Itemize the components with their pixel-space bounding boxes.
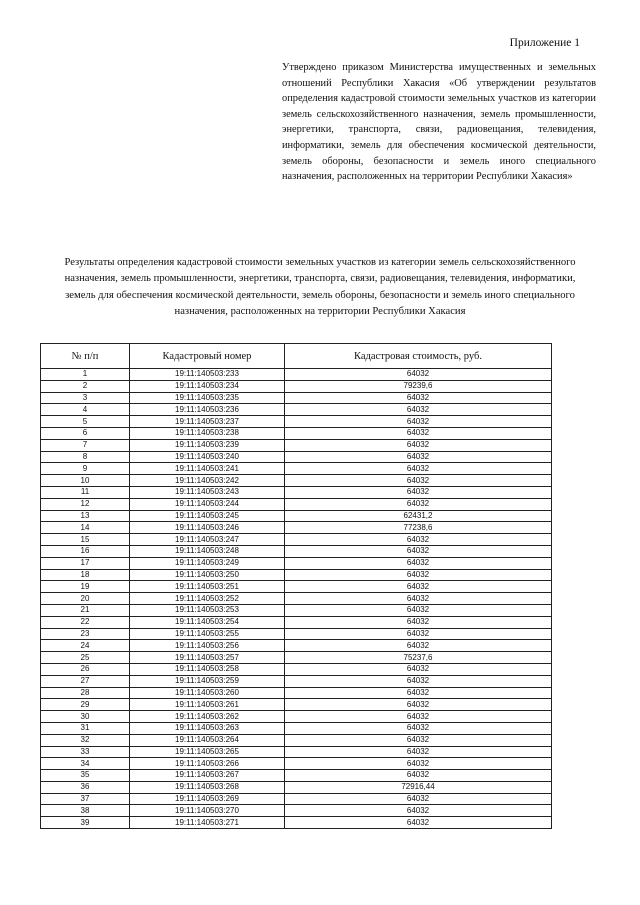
row-number-cell: 21 <box>41 604 130 616</box>
row-number-cell: 16 <box>41 545 130 557</box>
cadastral-number-cell: 19:11:140503:256 <box>130 640 285 652</box>
table-row <box>41 427 552 439</box>
table-body <box>41 369 552 829</box>
table-row <box>41 451 552 463</box>
cadastral-value-cell: 64032 <box>285 758 552 770</box>
row-number-cell: 33 <box>41 746 130 758</box>
table-row <box>41 604 552 616</box>
cadastral-value-cell: 64032 <box>285 805 552 817</box>
cadastral-value-cell: 64032 <box>285 427 552 439</box>
table-row <box>41 616 552 628</box>
cadastral-value-cell: 64032 <box>285 746 552 758</box>
cadastral-number-cell: 19:11:140503:255 <box>130 628 285 640</box>
cadastral-value-cell: 64032 <box>285 734 552 746</box>
table-row <box>41 711 552 723</box>
row-number-cell: 29 <box>41 699 130 711</box>
row-number-cell: 4 <box>41 404 130 416</box>
row-number-cell: 3 <box>41 392 130 404</box>
row-number-cell: 7 <box>41 439 130 451</box>
cadastral-number-cell: 19:11:140503:251 <box>130 581 285 593</box>
cadastral-value-cell: 64032 <box>285 369 552 381</box>
table-row <box>41 628 552 640</box>
cadastral-number-cell: 19:11:140503:239 <box>130 439 285 451</box>
table-row <box>41 758 552 770</box>
row-number-cell: 25 <box>41 652 130 664</box>
row-number-cell: 36 <box>41 781 130 793</box>
cadastral-value-cell: 64032 <box>285 463 552 475</box>
cadastral-value-cell: 64032 <box>285 569 552 581</box>
cadastral-number-cell: 19:11:140503:259 <box>130 675 285 687</box>
cadastral-value-cell: 64032 <box>285 640 552 652</box>
cadastral-value-cell: 64032 <box>285 616 552 628</box>
table-row <box>41 781 552 793</box>
row-number-cell: 11 <box>41 486 130 498</box>
table-row <box>41 569 552 581</box>
row-number-cell: 13 <box>41 510 130 522</box>
cadastral-number-cell: 19:11:140503:245 <box>130 510 285 522</box>
table-row <box>41 392 552 404</box>
row-number-cell: 6 <box>41 427 130 439</box>
cadastral-number-cell: 19:11:140503:248 <box>130 545 285 557</box>
cadastral-value-cell: 64032 <box>285 722 552 734</box>
table-row <box>41 722 552 734</box>
table-row <box>41 817 552 829</box>
cadastral-number-cell: 19:11:140503:254 <box>130 616 285 628</box>
row-number-cell: 31 <box>41 722 130 734</box>
cadastral-number-cell: 19:11:140503:249 <box>130 557 285 569</box>
table-row <box>41 369 552 381</box>
row-number-cell: 39 <box>41 817 130 829</box>
cadastral-number-cell: 19:11:140503:243 <box>130 486 285 498</box>
table-row <box>41 486 552 498</box>
cadastral-number-cell: 19:11:140503:241 <box>130 463 285 475</box>
table-row <box>41 663 552 675</box>
row-number-cell: 1 <box>41 369 130 381</box>
row-number-cell: 38 <box>41 805 130 817</box>
cadastral-value-cell: 72916,44 <box>285 781 552 793</box>
cadastral-number-cell: 19:11:140503:260 <box>130 687 285 699</box>
cadastral-value-cell: 64032 <box>285 628 552 640</box>
row-number-cell: 5 <box>41 416 130 428</box>
cadastral-value-cell: 64032 <box>285 534 552 546</box>
row-number-cell: 14 <box>41 522 130 534</box>
cadastral-value-cell: 77238,6 <box>285 522 552 534</box>
cadastral-number-cell: 19:11:140503:269 <box>130 793 285 805</box>
row-number-cell: 18 <box>41 569 130 581</box>
cadastral-number-cell: 19:11:140503:261 <box>130 699 285 711</box>
cadastral-value-cell: 64032 <box>285 581 552 593</box>
cadastral-number-cell: 19:11:140503:240 <box>130 451 285 463</box>
cadastral-value-cell: 64032 <box>285 770 552 782</box>
row-number-cell: 23 <box>41 628 130 640</box>
cadastral-number-cell: 19:11:140503:264 <box>130 734 285 746</box>
cadastral-number-cell: 19:11:140503:233 <box>130 369 285 381</box>
cadastral-value-cell: 64032 <box>285 557 552 569</box>
row-number-cell: 24 <box>41 640 130 652</box>
cadastral-number-cell: 19:11:140503:270 <box>130 805 285 817</box>
cadastral-value-table <box>40 343 552 829</box>
table-header-row <box>41 344 552 369</box>
cadastral-value-cell: 64032 <box>285 675 552 687</box>
table-row <box>41 380 552 392</box>
table-row <box>41 640 552 652</box>
table-row <box>41 581 552 593</box>
table-row <box>41 805 552 817</box>
row-number-cell: 2 <box>41 380 130 392</box>
cadastral-number-cell: 19:11:140503:266 <box>130 758 285 770</box>
cadastral-value-cell: 64032 <box>285 498 552 510</box>
table-row <box>41 557 552 569</box>
cadastral-number-cell: 19:11:140503:238 <box>130 427 285 439</box>
cadastral-number-cell: 19:11:140503:237 <box>130 416 285 428</box>
row-number-cell: 10 <box>41 475 130 487</box>
cadastral-number-cell: 19:11:140503:262 <box>130 711 285 723</box>
table-row <box>41 498 552 510</box>
row-number-cell: 22 <box>41 616 130 628</box>
cadastral-number-cell: 19:11:140503:253 <box>130 604 285 616</box>
table-row <box>41 675 552 687</box>
cadastral-number-cell: 19:11:140503:236 <box>130 404 285 416</box>
row-number-cell: 26 <box>41 663 130 675</box>
column-header-cadastral-value: Кадастровая стоимость, руб. <box>285 344 552 369</box>
cadastral-value-cell: 62431,2 <box>285 510 552 522</box>
table-row <box>41 734 552 746</box>
cadastral-value-cell: 64032 <box>285 486 552 498</box>
table-row <box>41 439 552 451</box>
cadastral-number-cell: 19:11:140503:242 <box>130 475 285 487</box>
cadastral-value-cell: 64032 <box>285 687 552 699</box>
row-number-cell: 32 <box>41 734 130 746</box>
table-row <box>41 770 552 782</box>
cadastral-value-cell: 64032 <box>285 416 552 428</box>
cadastral-value-cell: 64032 <box>285 699 552 711</box>
row-number-cell: 37 <box>41 793 130 805</box>
cadastral-number-cell: 19:11:140503:265 <box>130 746 285 758</box>
cadastral-value-cell: 64032 <box>285 711 552 723</box>
cadastral-value-cell: 64032 <box>285 793 552 805</box>
table-row <box>41 404 552 416</box>
table-row <box>41 510 552 522</box>
row-number-cell: 35 <box>41 770 130 782</box>
table-row <box>41 699 552 711</box>
row-number-cell: 27 <box>41 675 130 687</box>
row-number-cell: 8 <box>41 451 130 463</box>
cadastral-number-cell: 19:11:140503:258 <box>130 663 285 675</box>
cadastral-number-cell: 19:11:140503:235 <box>130 392 285 404</box>
cadastral-value-cell: 64032 <box>285 545 552 557</box>
cadastral-number-cell: 19:11:140503:246 <box>130 522 285 534</box>
cadastral-number-cell: 19:11:140503:268 <box>130 781 285 793</box>
table-row <box>41 687 552 699</box>
row-number-cell: 19 <box>41 581 130 593</box>
row-number-cell: 34 <box>41 758 130 770</box>
cadastral-value-cell: 64032 <box>285 404 552 416</box>
cadastral-number-cell: 19:11:140503:247 <box>130 534 285 546</box>
table-row <box>41 534 552 546</box>
cadastral-value-cell: 64032 <box>285 392 552 404</box>
cadastral-value-cell: 79239,6 <box>285 380 552 392</box>
table-row <box>41 463 552 475</box>
cadastral-value-cell: 64032 <box>285 439 552 451</box>
cadastral-value-cell: 64032 <box>285 475 552 487</box>
table-row <box>41 793 552 805</box>
cadastral-number-cell: 19:11:140503:252 <box>130 593 285 605</box>
row-number-cell: 12 <box>41 498 130 510</box>
cadastral-value-cell: 64032 <box>285 451 552 463</box>
row-number-cell: 28 <box>41 687 130 699</box>
table-row <box>41 475 552 487</box>
cadastral-value-cell: 75237,6 <box>285 652 552 664</box>
row-number-cell: 20 <box>41 593 130 605</box>
table-row <box>41 652 552 664</box>
appendix-label: Приложение 1 <box>509 37 580 49</box>
cadastral-number-cell: 19:11:140503:250 <box>130 569 285 581</box>
row-number-cell: 15 <box>41 534 130 546</box>
cadastral-number-cell: 19:11:140503:267 <box>130 770 285 782</box>
cadastral-number-cell: 19:11:140503:234 <box>130 380 285 392</box>
row-number-cell: 30 <box>41 711 130 723</box>
cadastral-value-cell: 64032 <box>285 604 552 616</box>
row-number-cell: 9 <box>41 463 130 475</box>
cadastral-number-cell: 19:11:140503:257 <box>130 652 285 664</box>
cadastral-value-cell: 64032 <box>285 593 552 605</box>
row-number-cell: 17 <box>41 557 130 569</box>
table-row <box>41 593 552 605</box>
cadastral-number-cell: 19:11:140503:244 <box>130 498 285 510</box>
column-header-number: № п/п <box>41 344 130 369</box>
table-row <box>41 746 552 758</box>
table-row <box>41 522 552 534</box>
cadastral-number-cell: 19:11:140503:271 <box>130 817 285 829</box>
column-header-cadastral-number: Кадастровый номер <box>130 344 285 369</box>
cadastral-value-cell: 64032 <box>285 817 552 829</box>
cadastral-value-cell: 64032 <box>285 663 552 675</box>
document-title: Результаты определения кадастровой стоимости земельных участков из категории земель сельскохозяйственного назначения, земель промышленности, энергетики, транспорта, связи, радиовещания, телевидения, информатики, земель для обеспечения космической деятельности, земель обороны, безопасности и земель иного специального назначения, расположенных на территории Республики Хакасия <box>64 257 576 318</box>
cadastral-number-cell: 19:11:140503:263 <box>130 722 285 734</box>
table-row <box>41 545 552 557</box>
table-row <box>41 416 552 428</box>
approval-statement: Утверждено приказом Министерства имущественных и земельных отношений Республики Хакасия «Об утверждении результатов определения кадастровой стоимости земельных участков из категории земель сельскохозяйственного назначения, земель промышленности, энергетики, транспорта, связи, радиовещания, телевидения, информатики, земель для обеспечения космической деятельности, земель обороны, безопасности и земель иного специального назначения, расположенных на территории Республики Хакасия» <box>282 62 596 183</box>
